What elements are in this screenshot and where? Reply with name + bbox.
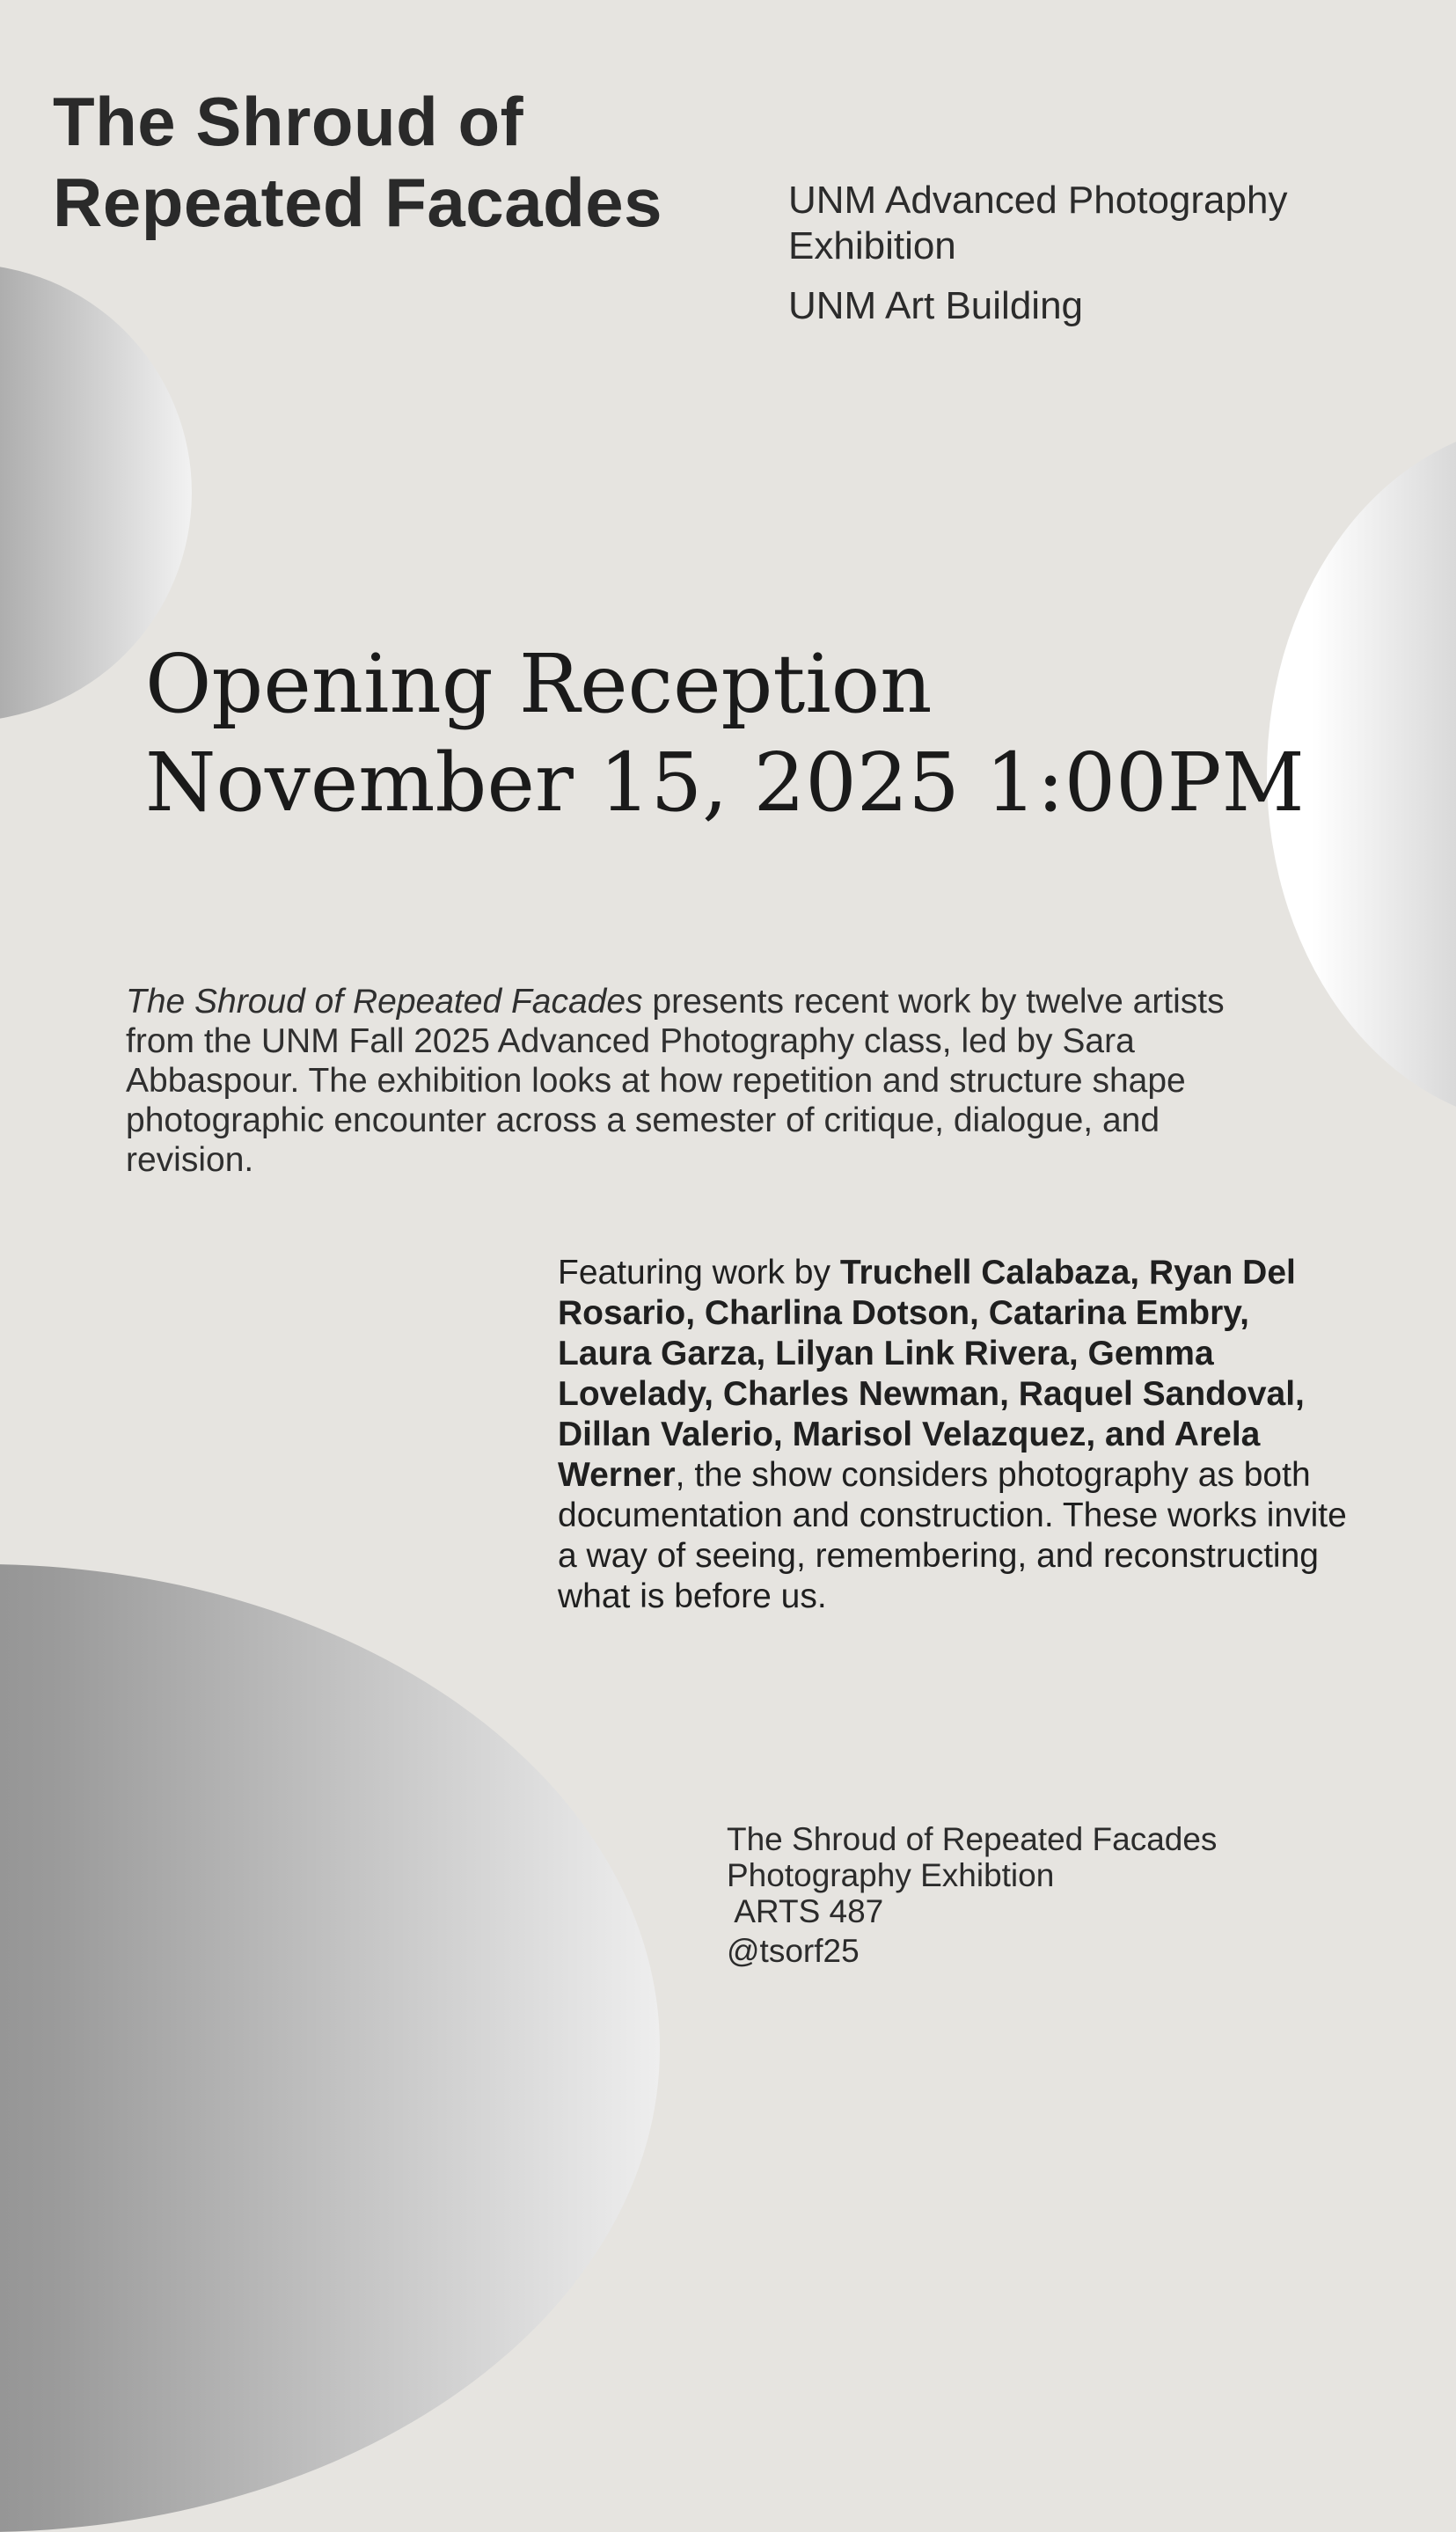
footer-line-1: The Shroud of Repeated Facades: [727, 1821, 1218, 1857]
featuring-text: , the show considers photography as both documentation and construction. These works invite a way of seeing, remembering, and reconstructing what is before us.: [558, 1456, 1347, 1615]
featured-artists: Truchell Calabaza, Ryan Del Rosario, Charlina Dotson, Catarina Embry, Laura Garza, Lilyan Link Rivera, Gemma Lovelady, Charles Newman, Raquel Sandoval, Dillan Valerio, Marisol Velazquez, and Arela Werner: [558, 1254, 1305, 1494]
footer-info: [727, 1821, 1217, 1969]
exhibition-subtitle: [788, 178, 1287, 269]
exhibition-title: [53, 81, 662, 243]
footer-line-2: Photography Exhibtion: [727, 1857, 1055, 1893]
intro-text: presents recent work by twelve artists from the UNM Fall 2025 Advanced Photography class, led by Sara Abbaspour. The exhibition looks at how repetition and structure shape photographic encounter across a semester of critique, dialogue, and revision.: [126, 983, 1225, 1179]
reception-heading: Opening Reception: [145, 637, 933, 731]
subtitle-line-1: UNM Advanced Photography: [788, 179, 1288, 222]
footer-course: ARTS 487: [727, 1893, 884, 1929]
venue-name: UNM Art Building: [788, 284, 1084, 327]
featuring-lead: Featuring work by: [558, 1254, 840, 1292]
intro-paragraph: [126, 982, 1234, 1180]
social-handle: @tsorf25: [727, 1933, 860, 1969]
opening-reception: [145, 635, 1305, 832]
title-line-1: The Shroud of: [53, 83, 524, 160]
intro-title-italic: The Shroud of Repeated Facades: [126, 983, 643, 1021]
decorative-circle-bottom-left: [0, 1564, 660, 2532]
title-line-2: Repeated Facades: [53, 164, 662, 241]
reception-datetime: November 15, 2025 1:00PM: [145, 735, 1305, 830]
featuring-paragraph: [558, 1253, 1350, 1617]
subtitle-line-2: Exhibition: [788, 224, 956, 267]
